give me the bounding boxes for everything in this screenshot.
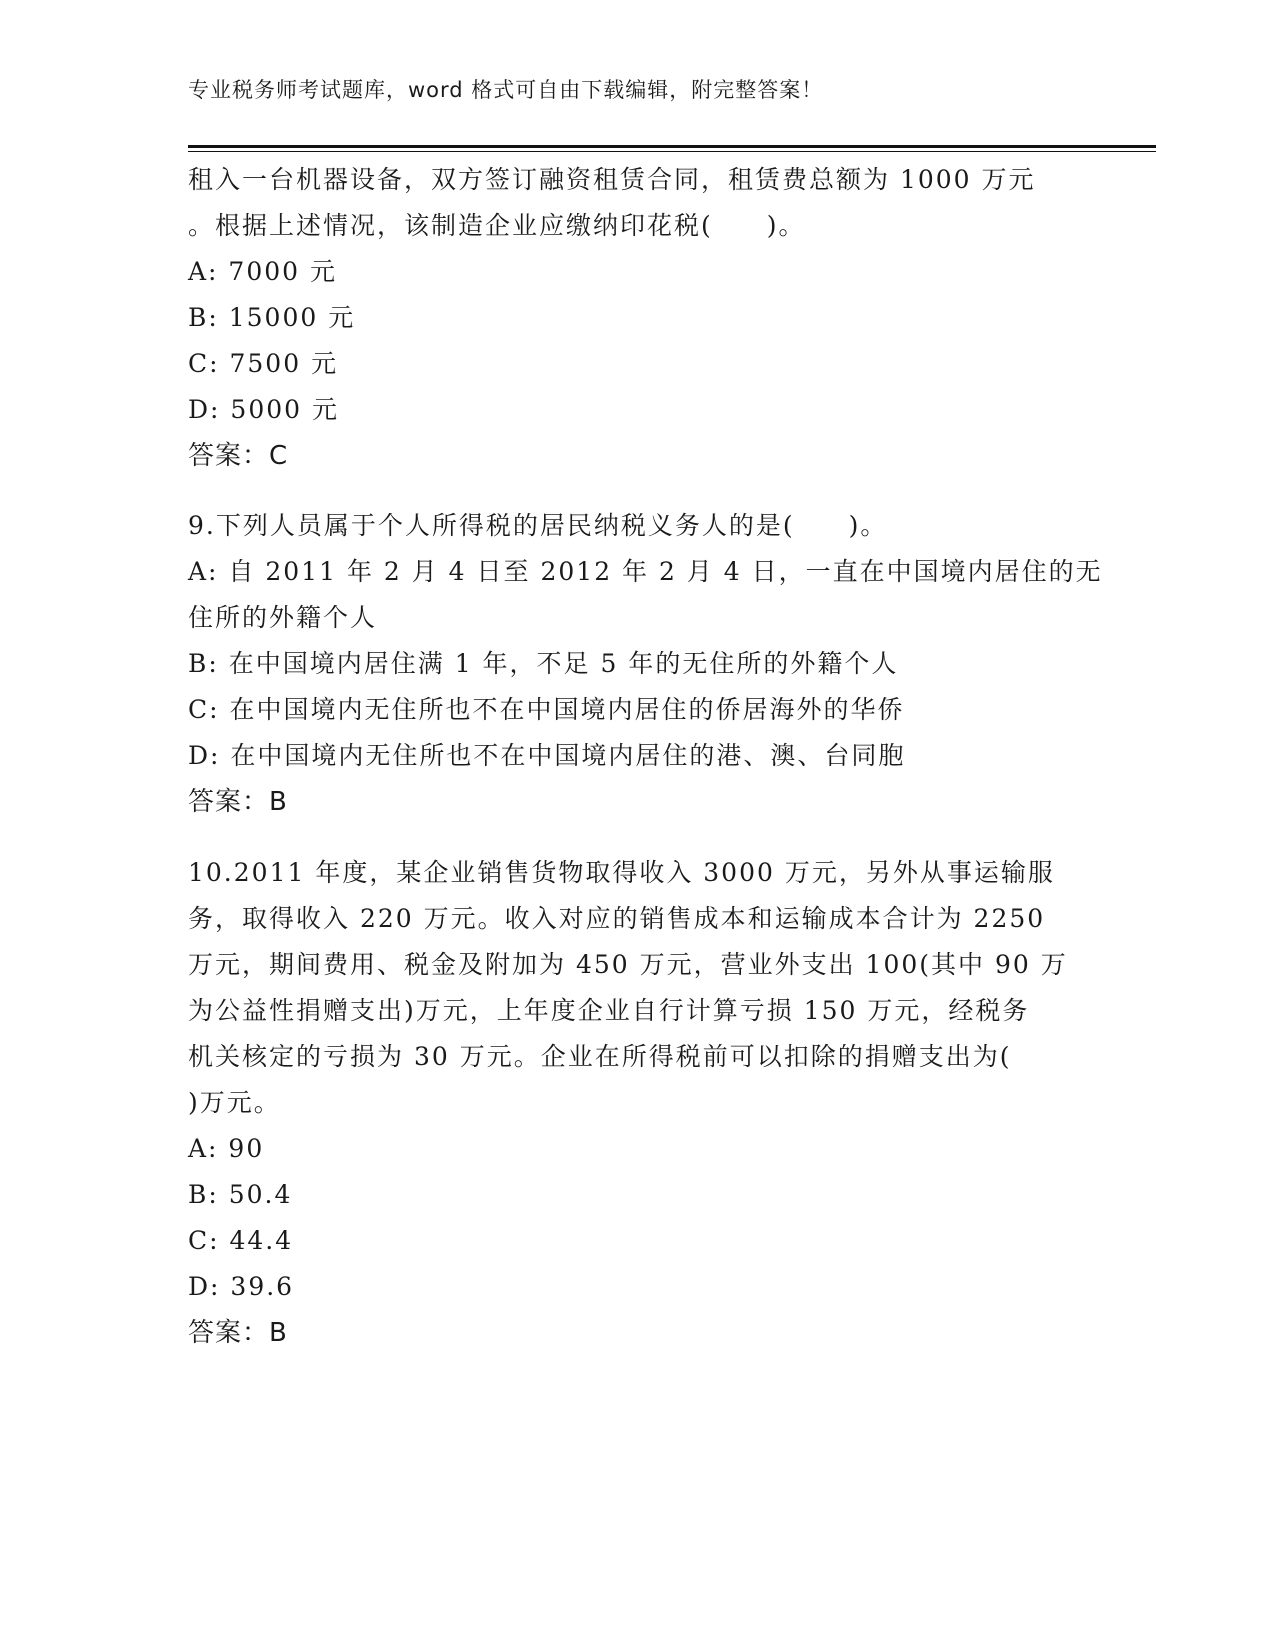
q8-option-d: D: 5000 元 (188, 395, 339, 424)
q10-stem-line: 务，取得收入 220 万元。收入对应的销售成本和运输成本合计为 2250 (188, 904, 1046, 933)
q9-option-d: D: 在中国境内无住所也不在中国境内居住的港、澳、台同胞 (188, 741, 906, 770)
header-rule-thick (188, 145, 1156, 148)
q9-option-a: A: 自 2011 年 2 月 4 日至 2012 年 2 月 4 日，一直在中国境内居住的无 (188, 557, 1103, 586)
q9-option-c: C: 在中国境内无住所也不在中国境内居住的侨居海外的华侨 (188, 695, 905, 724)
q10-option-c: C: 44.4 (188, 1226, 294, 1255)
q10-option-a: A: 90 (188, 1134, 265, 1163)
question-9 (188, 503, 1103, 825)
q8-stem-line: 租入一台机器设备，双方签订融资租赁合同，租赁费总额为 1000 万元 (188, 165, 1036, 194)
q8-option-c: C: 7500 元 (188, 349, 339, 378)
q9-stem-line: 9.下列人员属于个人所得税的居民纳税义务人的是( )。 (188, 511, 888, 540)
q10-stem-line: 10.2011 年度，某企业销售货物取得收入 3000 万元，另外从事运输服 (188, 858, 1055, 887)
header-rule-thin (188, 151, 1156, 152)
q8-stem-line: 。根据上述情况，该制造企业应缴纳印花税( )。 (188, 211, 806, 240)
q10-stem-line: )万元。 (188, 1088, 281, 1117)
question-10 (188, 850, 1088, 1356)
q10-option-b: B: 50.4 (188, 1180, 293, 1209)
q9-option-b: B: 在中国境内居住满 1 年，不足 5 年的无住所的外籍个人 (188, 649, 899, 678)
q8-option-b: B: 15000 元 (188, 303, 356, 332)
q8-answer: 答案：C (188, 441, 289, 471)
q10-answer: 答案：B (188, 1318, 288, 1348)
q10-stem-line: 机关核定的亏损为 30 万元。企业在所得税前可以扣除的捐赠支出为( (188, 1042, 1012, 1071)
q8-option-a: A: 7000 元 (188, 257, 337, 286)
q10-option-d: D: 39.6 (188, 1272, 295, 1301)
question-8 (188, 157, 1088, 479)
q9-option-a-continued: 住所的外籍个人 (188, 603, 378, 632)
page-header: 专业税务师考试题库，word 格式可自由下载编辑，附完整答案！ (188, 78, 824, 102)
q10-stem-line: 为公益性捐赠支出)万元，上年度企业自行计算亏损 150 万元，经税务 (188, 996, 1030, 1025)
q10-stem-line: 万元，期间费用、税金及附加为 450 万元，营业外支出 100(其中 90 万 (188, 950, 1068, 979)
q9-answer: 答案：B (188, 787, 288, 817)
